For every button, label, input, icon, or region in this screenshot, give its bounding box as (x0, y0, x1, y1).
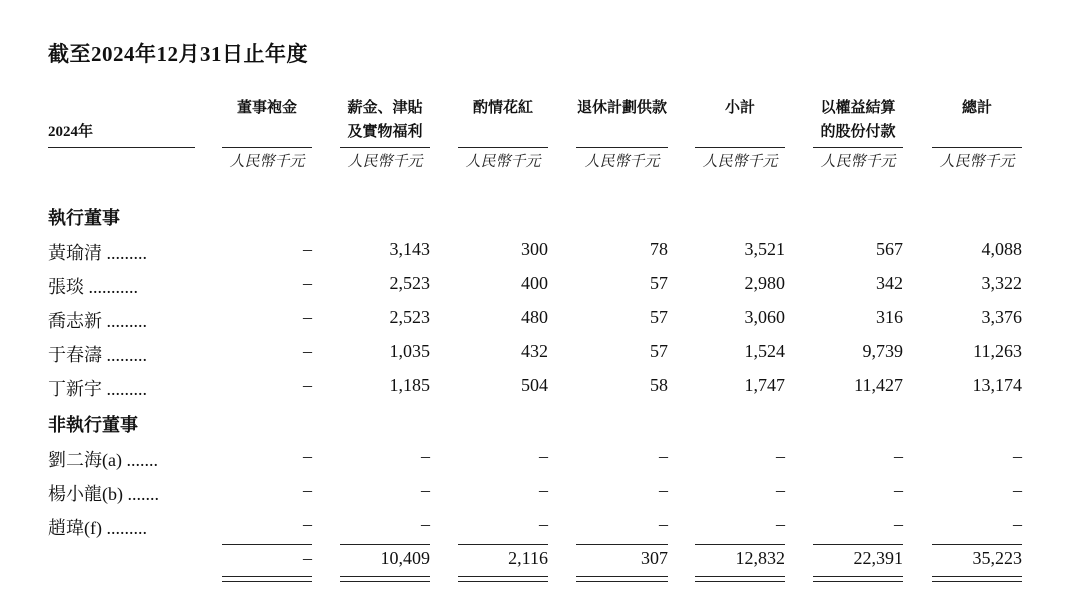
table-cell: 3,322 (981, 273, 1022, 293)
table-cell: 567 (876, 239, 903, 259)
col-rule (695, 147, 785, 148)
table-cell: – (421, 446, 430, 466)
table-cell: 1,524 (744, 341, 785, 361)
table-cell: 9,739 (862, 341, 903, 361)
total-cell: 10,409 (380, 548, 430, 568)
col-header-bonus: 酌情花紅 (472, 100, 533, 116)
col-header-subtotal: 小計 (724, 100, 755, 116)
table-cell: 58 (650, 375, 668, 395)
total-double-rule (576, 576, 668, 582)
table-cell: – (776, 480, 785, 500)
row-name: 楊小龍(b) ....... (48, 484, 159, 504)
total-double-rule (813, 576, 903, 582)
col-header-directors-fees: 董事袍金 (236, 100, 297, 116)
table-cell: 316 (876, 307, 903, 327)
col-rule (340, 147, 430, 148)
col-rule (458, 147, 548, 148)
table-cell: 432 (521, 341, 548, 361)
table-cell: 480 (521, 307, 548, 327)
total-cell: 307 (641, 548, 668, 568)
year-header: 2024年 (48, 124, 94, 140)
row-name: 喬志新 ......... (48, 311, 147, 331)
col-header-salaries: 薪金、津貼 及實物福利 (347, 100, 423, 140)
row-name: 丁新宇 ......... (48, 379, 147, 399)
col-rule (222, 147, 312, 148)
col-header-pension: 退休計劃供款 (576, 100, 667, 116)
section-executive-directors: 執行董事 (48, 208, 120, 228)
table-cell: 3,376 (981, 307, 1022, 327)
unit-label: 人民幣千元 (584, 154, 660, 170)
table-cell: – (776, 514, 785, 534)
row-name: 劉二海(a) ....... (48, 450, 158, 470)
table-cell: 57 (650, 273, 668, 293)
subtotal-rule (340, 544, 430, 545)
table-cell: – (303, 480, 312, 500)
year-rule (48, 147, 195, 148)
row-name: 黃瑜清 ......... (48, 243, 147, 263)
table-cell: – (421, 514, 430, 534)
table-cell: – (303, 307, 312, 327)
table-cell: 3,143 (389, 239, 430, 259)
table-cell: – (303, 273, 312, 293)
unit-label: 人民幣千元 (347, 154, 423, 170)
table-cell: 4,088 (981, 239, 1022, 259)
total-double-rule (932, 576, 1022, 582)
table-cell: – (1013, 514, 1022, 534)
table-cell: 1,185 (389, 375, 430, 395)
section-non-executive-directors: 非執行董事 (48, 415, 138, 435)
table-cell: 2,523 (389, 273, 430, 293)
row-name: 于春濤 ......... (48, 345, 147, 365)
total-cell: 12,832 (735, 548, 785, 568)
table-cell: – (894, 446, 903, 466)
col-rule (813, 147, 903, 148)
total-double-rule (695, 576, 785, 582)
subtotal-rule (576, 544, 668, 545)
table-cell: – (659, 446, 668, 466)
total-double-rule (222, 576, 312, 582)
table-cell: – (1013, 480, 1022, 500)
table-cell: – (303, 514, 312, 534)
table-cell: – (539, 514, 548, 534)
subtotal-rule (222, 544, 312, 545)
table-cell: – (776, 446, 785, 466)
unit-label: 人民幣千元 (939, 154, 1015, 170)
table-cell: 342 (876, 273, 903, 293)
table-cell: 2,980 (744, 273, 785, 293)
total-double-rule (340, 576, 430, 582)
total-cell: 22,391 (853, 548, 903, 568)
subtotal-rule (813, 544, 903, 545)
subtotal-rule (932, 544, 1022, 545)
table-cell: 400 (521, 273, 548, 293)
table-cell: 1,747 (744, 375, 785, 395)
total-cell: 2,116 (508, 548, 548, 568)
table-cell: 11,427 (854, 375, 903, 395)
table-cell: – (894, 514, 903, 534)
unit-label: 人民幣千元 (702, 154, 778, 170)
table-cell: – (659, 480, 668, 500)
table-cell: 57 (650, 341, 668, 361)
table-cell: – (1013, 446, 1022, 466)
table-cell: 3,060 (744, 307, 785, 327)
table-cell: – (539, 480, 548, 500)
unit-label: 人民幣千元 (820, 154, 896, 170)
table-cell: – (421, 480, 430, 500)
subtotal-rule (458, 544, 548, 545)
table-cell: 1,035 (389, 341, 430, 361)
table-cell: 2,523 (389, 307, 430, 327)
table-cell: – (303, 341, 312, 361)
total-double-rule (458, 576, 548, 582)
table-cell: – (539, 446, 548, 466)
col-rule (576, 147, 668, 148)
unit-label: 人民幣千元 (229, 154, 305, 170)
table-cell: – (659, 514, 668, 534)
table-cell: 300 (521, 239, 548, 259)
subtotal-rule (695, 544, 785, 545)
total-cell: – (303, 548, 312, 568)
table-cell: 11,263 (973, 341, 1022, 361)
col-rule (932, 147, 1022, 148)
table-cell: 504 (521, 375, 548, 395)
table-cell: 13,174 (972, 375, 1022, 395)
col-header-share-payment: 以權益結算 的股份付款 (820, 100, 896, 140)
table-cell: 78 (650, 239, 668, 259)
table-cell: 3,521 (744, 239, 785, 259)
total-cell: 35,223 (972, 548, 1022, 568)
row-name: 張琰 ........... (48, 277, 138, 297)
table-cell: 57 (650, 307, 668, 327)
col-header-total: 總計 (961, 100, 992, 116)
row-name: 趙瑋(f) ......... (48, 518, 147, 538)
unit-label: 人民幣千元 (465, 154, 541, 170)
table-cell: – (303, 239, 312, 259)
table-cell: – (303, 446, 312, 466)
table-cell: – (303, 375, 312, 395)
page-title: 截至2024年12月31日止年度 (48, 42, 308, 66)
table-cell: – (894, 480, 903, 500)
